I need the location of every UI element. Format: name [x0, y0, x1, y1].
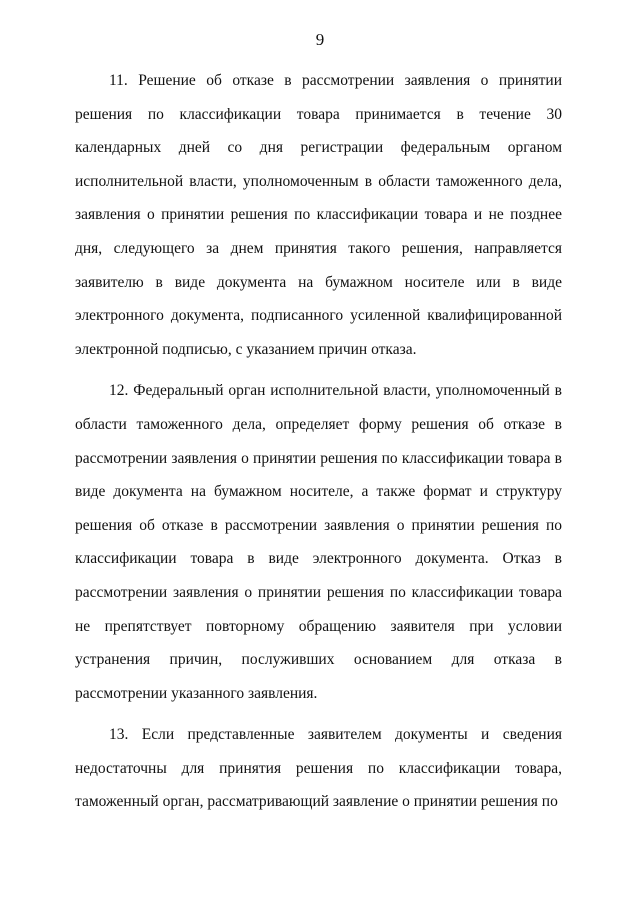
document-body [75, 64, 562, 827]
paragraph-13: 13. Если представленные заявителем документы и сведения недостаточны для принятия решения по классификации товара, таможенный орган, рассматривающий заявление о принятии решения по [75, 726, 562, 811]
page-number: 9 [315, 30, 325, 49]
paragraph-11: 11. Решение об отказе в рассмотрении заявления о принятии решения по классификации товара принимается в течение 30 календарных дней со дня регистрации федеральным органом исполнительной власти, уполномоченным в области таможенного дела, заявления о принятии решения по классификации товара и не позднее дня, следующего за днем принятия такого решения, направляется заявителю в виде документа на бумажном носителе или в виде электронного документа, подписанного усиленной квалифицированной электронной подписью, с указанием причин отказа. [75, 72, 562, 358]
paragraph-12: 12. Федеральный орган исполнительной власти, уполномоченный в области таможенного дела, определяет форму решения об отказе в рассмотрении заявления о принятии решения по классификации товара в виде документа на бумажном носителе, а также формат и структуру решения об отказе в рассмотрении заявления о принятии решения по классификации товара в виде электронного документа. Отказ в рассмотрении заявления о принятии решения по классификации товара не препятствует повторному обращению заявителя при условии устранения причин, послуживших основанием для отказа в рассмотрении указанного заявления. [75, 382, 562, 702]
